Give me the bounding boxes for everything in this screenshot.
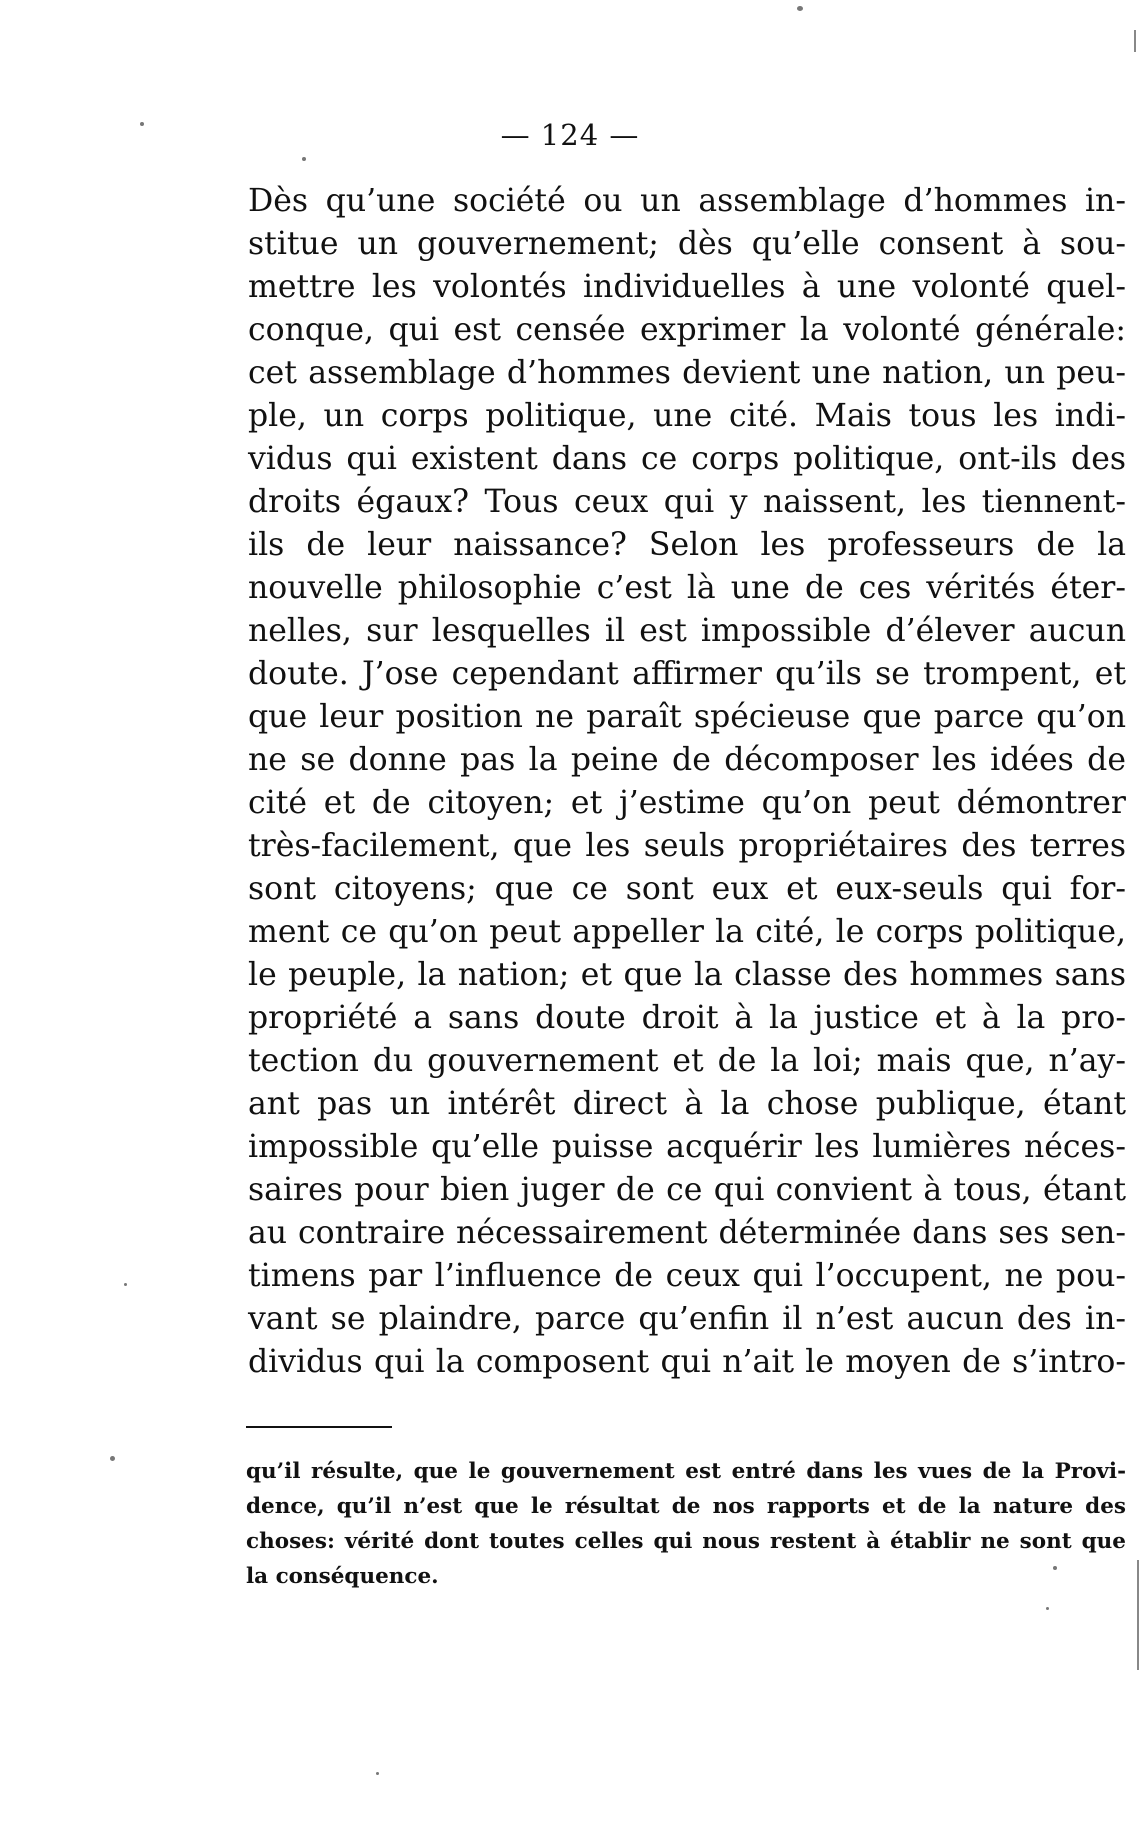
text-line: propriété a sans doute droit à la justice et à la pro-	[248, 1000, 1126, 1036]
text-line: ple, un corps politique, une cité. Mais tous les indi-	[248, 398, 1126, 434]
text-line: ment ce qu’on peut appeller la cité, le corps politique,	[248, 914, 1126, 950]
text-line: Dès qu’une société ou un assemblage d’hommes in-	[248, 183, 1126, 219]
footnote-divider	[246, 1426, 392, 1428]
text-line: saires pour bien juger de ce qui convient à tous, étant	[248, 1172, 1126, 1208]
text-line: dividus qui la composent qui n’ait le moyen de s’intro-	[248, 1344, 1126, 1380]
scan-edge-mark	[1137, 1560, 1139, 1670]
scan-speck	[1046, 1607, 1049, 1610]
text-line: très-facilement, que les seuls propriétaires des terres	[248, 828, 1126, 864]
text-line: sont citoyens; que ce sont eux et eux-seuls qui for-	[248, 871, 1126, 907]
text-line: tection du gouvernement et de la loi; mais que, n’ay-	[248, 1043, 1126, 1079]
text-line: le peuple, la nation; et que la classe des hommes sans	[248, 957, 1126, 993]
text-line: cité et de citoyen; et j’estime qu’on peut démontrer	[248, 785, 1126, 821]
text-line: impossible qu’elle puisse acquérir les lumières néces-	[248, 1129, 1126, 1165]
text-line: doute. J’ose cependant affirmer qu’ils se trompent, et	[248, 656, 1126, 692]
text-line: droits égaux? Tous ceux qui y naissent, les tiennent-	[248, 484, 1126, 520]
text-line: stitue un gouvernement; dès qu’elle consent à sou-	[248, 226, 1126, 262]
scan-speck	[124, 1283, 127, 1286]
footnote-block	[246, 1454, 1126, 1594]
page-number: — 124 —	[500, 118, 640, 152]
text-line: ant pas un intérêt direct à la chose publique, étant	[248, 1086, 1126, 1122]
text-line: conque, qui est censée exprimer la volonté générale:	[248, 312, 1126, 348]
scan-speck	[140, 122, 144, 126]
text-line: vant se plaindre, parce qu’enfin il n’est aucun des in-	[248, 1301, 1126, 1337]
scan-speck	[1053, 1566, 1057, 1570]
text-line: au contraire nécessairement déterminée dans ses sen-	[248, 1215, 1126, 1251]
scan-speck	[302, 157, 306, 161]
text-line: nouvelle philosophie c’est là une de ces vérités éter-	[248, 570, 1126, 606]
text-line: que leur position ne paraît spécieuse que parce qu’on	[248, 699, 1126, 735]
text-line: mettre les volontés individuelles à une volonté quel-	[248, 269, 1126, 305]
scan-speck	[110, 1456, 115, 1461]
text-line: ils de leur naissance? Selon les professeurs de la	[248, 527, 1126, 563]
footnote-line: la conséquence.	[246, 1564, 439, 1589]
footnote-line: qu’il résulte, que le gouvernement est entré dans les vues de la Provi-	[246, 1459, 1126, 1484]
footnote-line: choses: vérité dont toutes celles qui nous restent à établir ne sont que	[246, 1529, 1126, 1554]
text-line: ne se donne pas la peine de décomposer les idées de	[248, 742, 1126, 778]
text-line: vidus qui existent dans ce corps politique, ont-ils des	[248, 441, 1126, 477]
scan-speck	[376, 1772, 379, 1775]
text-line: timens par l’influence de ceux qui l’occupent, ne pou-	[248, 1258, 1126, 1294]
text-line: nelles, sur lesquelles il est impossible d’élever aucun	[248, 613, 1126, 649]
scan-edge-mark	[1134, 30, 1136, 52]
main-text-block	[248, 180, 1126, 1384]
scan-speck	[797, 6, 803, 11]
text-line: cet assemblage d’hommes devient une nation, un peu-	[248, 355, 1126, 391]
footnote-line: dence, qu’il n’est que le résultat de nos rapports et de la nature des	[246, 1494, 1126, 1519]
